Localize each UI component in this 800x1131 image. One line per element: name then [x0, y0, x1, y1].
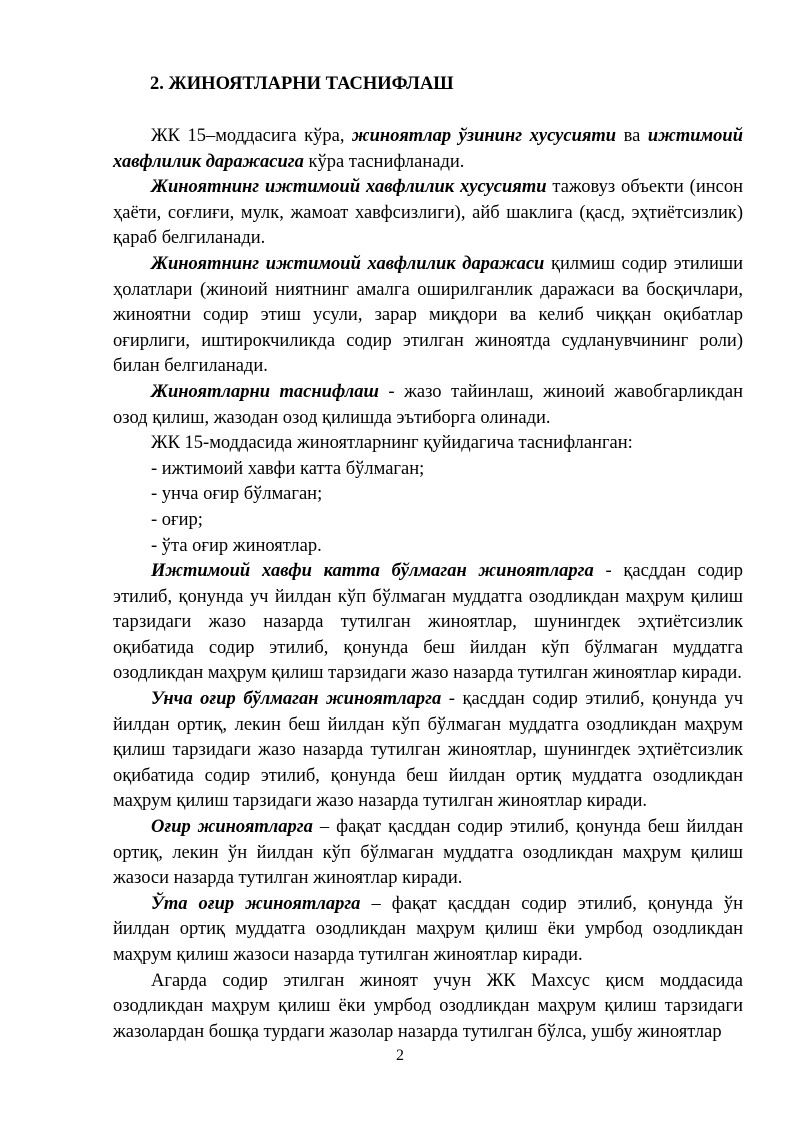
paragraph-less-serious-crimes [113, 687, 743, 815]
paragraph-serious-crimes [113, 815, 743, 892]
list-item [113, 534, 743, 560]
paragraph-text: ЖК 15–моддасига кўра, [151, 126, 353, 146]
list-item-text: - ўта оғир жиноятлар. [151, 535, 322, 556]
emphasis-term: жиноятлар ўзининг хусусияти [352, 126, 617, 146]
emphasis-term: Ижтимоий хавфи катта бўлмаган жиноятларга [151, 561, 594, 582]
list-item [113, 457, 743, 483]
paragraph-danger-degree [113, 252, 743, 380]
emphasis-term: ижтимоий хавфлилик даражасига [113, 126, 744, 172]
paragraph-intro [113, 124, 743, 175]
paragraph-text: тажовуз объекти (инсон ҳаёти, соғлиғи, мулк, жамоат хавфсизлиги), айб шаклига (қасд, эҳтиётсизлик) қараб белгиланади. [113, 177, 743, 249]
paragraph-text: ЖК 15-моддасида жиноятларнинг қуйидагича таснифланган: [151, 433, 633, 454]
paragraph-danger-nature [113, 175, 743, 252]
paragraph-text: - жазо тайинлаш, жиноий жавобгарликдан озод қилиш, жазодан озод қилишда эътиборга олинади. [113, 381, 743, 428]
paragraph-minor-crimes [113, 559, 743, 687]
emphasis-term: Жиноятнинг ижтимоий хавфлилик хусусияти [151, 177, 547, 198]
paragraph-other-penalties [113, 969, 743, 1046]
list-item-text: - оғир; [151, 509, 203, 530]
list-item-text: - ижтимоий хавфи катта бўлмаган; [151, 458, 425, 479]
paragraph-text: - қасддан содир этилиб, қонунда уч йилдан кўп бўлмаган муддатга озодликдан маҳрум қилиш тарзидаги жазо назарда тутилган жиноятлар, шунингдек эҳтиётсизлик оқибатида содир этилиб, қонунда беш йилдан кўп бўлмаган муддатга озодликдан маҳрум қилиш тарзидаги жазо назарда тутилган жиноятлар киради. [113, 561, 743, 684]
paragraph-article-15 [113, 431, 743, 457]
list-item [113, 508, 743, 534]
section-heading: 2. ЖИНОЯТЛАРНИ ТАСНИФЛАШ [150, 74, 454, 94]
paragraph-text: - қасддан содир этилиб, қонунда уч йилдан ортиқ, лекин беш йилдан кўп бўлмаган муддатга озодликдан маҳрум қилиш тарзидаги жазо назарда тутилган жиноятлар, шунингдек эҳтиётсизлик оқибатида содир этилиб, қонунда беш йилдан ортиқ муддатга озодликдан маҳрум қилиш тарзидаги жазо назарда тутилган жиноятлар киради. [113, 689, 743, 812]
paragraph-text: Агарда содир этилган жиноят учун ЖК Махсус қисм моддасида озодликдан маҳрум қилиш ёки умрбод озодликдан маҳрум қилиш тарзидаги жазолардан бошқа турдаги жазолар назарда тутилган бўлса, ушбу жиноятлар [113, 970, 743, 1042]
emphasis-term: Ўта оғир жиноятларга [151, 893, 361, 914]
page-number: 2 [396, 1047, 404, 1064]
list-item [113, 482, 743, 508]
document-body [113, 124, 743, 1045]
paragraph-text: қилмиш содир этилиши ҳолатлари (жиноий ниятнинг амалга оширилганлик даражаси ва босқичлари, жиноятни содир этиш усули, зарар миқдори ва келиб чиққан оқибатлар оғирлиги, иштирокчиликда содир этилган жиноятда судланувчининг роли) билан белгиланади. [113, 253, 743, 377]
paragraph-grave-crimes [113, 892, 743, 969]
emphasis-term: Оғир жиноятларга [151, 817, 313, 838]
paragraph-text: – фақат қасддан содир этилиб, қонунда беш йилдан ортиқ, лекин ўн йилдан кўп бўлмаган муддатга озодликдан маҳрум қилиш жазоси назарда тутилган жиноятлар киради. [113, 817, 743, 889]
paragraph-text: – фақат қасддан содир этилиб, қонунда ўн йилдан ортиқ муддатга озодликдан маҳрум қилиш ёки умрбод озодликдан маҳрум қилиш жазоси назарда тутилган жиноятлар киради. [113, 893, 743, 965]
list-item-text: - унча оғир бўлмаган; [151, 484, 323, 505]
emphasis-term: Жиноятнинг ижтимоий хавфлилик даражаси [151, 253, 545, 274]
paragraph-classification-use [113, 380, 743, 431]
paragraph-text: ва [616, 126, 648, 146]
paragraph-text: кўра таснифланади. [303, 151, 465, 172]
emphasis-term: Жиноятларни таснифлаш [151, 381, 379, 402]
emphasis-term: Унча оғир бўлмаган жиноятларга [151, 689, 442, 710]
